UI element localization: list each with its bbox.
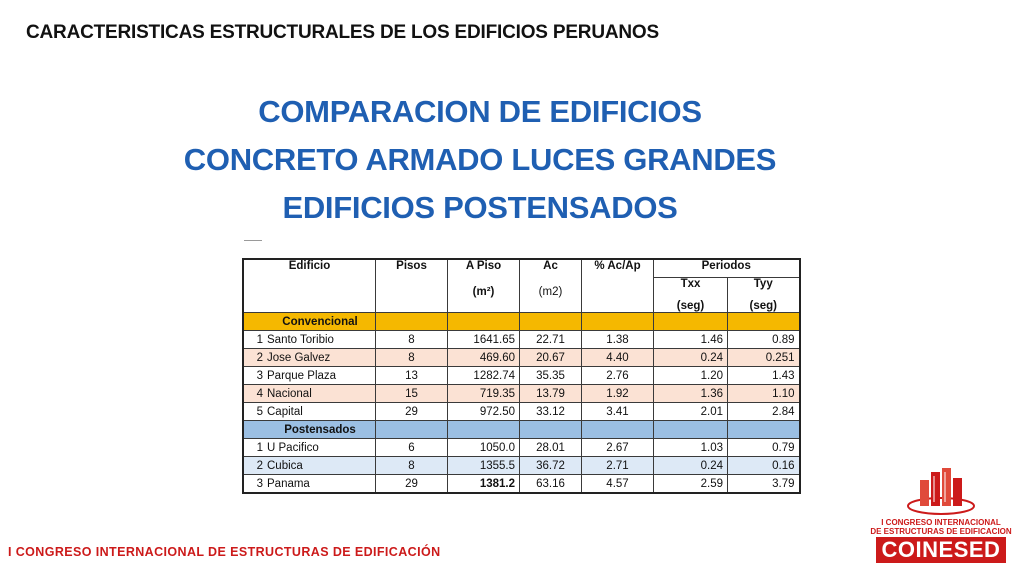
row-pct: 2.71 [582, 457, 654, 475]
logo-line-2: DE ESTRUCTURAS DE EDIFICACION [870, 527, 1012, 536]
col-header-txx: Txx [654, 278, 728, 296]
row-ac: 20.67 [520, 349, 582, 367]
row-index: 3 [243, 367, 265, 385]
row-index: 3 [243, 475, 265, 494]
table-row [243, 385, 800, 403]
row-pisos: 8 [376, 457, 448, 475]
table-row [243, 475, 800, 494]
row-index: 5 [243, 403, 265, 421]
logo-line-1: I CONGRESO INTERNACIONAL [881, 518, 1001, 527]
row-tyy: 0.16 [728, 457, 800, 475]
row-name: Nacional [265, 385, 376, 403]
row-txx: 0.24 [654, 457, 728, 475]
row-index: 1 [243, 439, 265, 457]
row-index: 2 [243, 457, 265, 475]
building-emblem-icon [906, 466, 976, 518]
row-apiso: 1381.2 [448, 475, 520, 494]
slide-header: CARACTERISTICAS ESTRUCTURALES DE LOS EDIFICIOS PERUANOS [26, 22, 659, 43]
section-label: Convencional [265, 313, 376, 331]
row-pct: 2.76 [582, 367, 654, 385]
tyy-unit: (seg) [728, 295, 800, 313]
row-ac: 33.12 [520, 403, 582, 421]
row-pct: 1.38 [582, 331, 654, 349]
ac-label: Ac [543, 260, 558, 272]
row-txx: 0.24 [654, 349, 728, 367]
col-header-ac [520, 259, 582, 313]
row-name: Capital [265, 403, 376, 421]
row-pct: 4.57 [582, 475, 654, 494]
main-title [150, 88, 810, 232]
row-txx: 1.36 [654, 385, 728, 403]
apiso-unit: (m²) [472, 286, 495, 298]
row-apiso: 1641.65 [448, 331, 520, 349]
row-ac: 35.35 [520, 367, 582, 385]
row-pisos: 29 [376, 475, 448, 494]
row-name: Cubica [265, 457, 376, 475]
section-label: Postensados [265, 421, 376, 439]
row-pisos: 8 [376, 349, 448, 367]
row-txx: 1.03 [654, 439, 728, 457]
row-name: Santo Toribio [265, 331, 376, 349]
footer-congress-name: I CONGRESO INTERNACIONAL DE ESTRUCTURAS DE EDIFICACIÓN [8, 545, 441, 559]
section-row-convencional [243, 313, 800, 331]
logo-name: COINESED [876, 537, 1006, 563]
title-line-2: CONCRETO ARMADO LUCES GRANDES [183, 142, 777, 177]
row-pct: 3.41 [582, 403, 654, 421]
row-tyy: 2.84 [728, 403, 800, 421]
row-txx: 1.46 [654, 331, 728, 349]
row-ac: 22.71 [520, 331, 582, 349]
row-ac: 36.72 [520, 457, 582, 475]
title-line-1: COMPARACION DE EDIFICIOS [258, 94, 702, 129]
row-index: 2 [243, 349, 265, 367]
row-index: 1 [243, 331, 265, 349]
row-apiso: 1050.0 [448, 439, 520, 457]
table-header-row [243, 259, 800, 278]
row-tyy: 0.79 [728, 439, 800, 457]
row-pct: 1.92 [582, 385, 654, 403]
comparison-table [242, 258, 801, 494]
col-header-pisos: Pisos [376, 259, 448, 313]
col-header-apiso [448, 259, 520, 313]
col-header-periodos: Periodos [654, 259, 800, 278]
row-name: Panama [265, 475, 376, 494]
row-pisos: 13 [376, 367, 448, 385]
table-row [243, 349, 800, 367]
col-header-edificio: Edificio [243, 259, 376, 313]
row-pisos: 8 [376, 331, 448, 349]
table-row [243, 367, 800, 385]
row-txx: 2.01 [654, 403, 728, 421]
col-header-pct: % Ac/Ap [582, 259, 654, 313]
row-apiso: 1355.5 [448, 457, 520, 475]
row-pct: 4.40 [582, 349, 654, 367]
section-row-postensados [243, 421, 800, 439]
row-index: 4 [243, 385, 265, 403]
row-apiso: 1282.74 [448, 367, 520, 385]
row-ac: 63.16 [520, 475, 582, 494]
row-txx: 2.59 [654, 475, 728, 494]
apiso-label: A Piso [465, 260, 502, 272]
row-pisos: 29 [376, 403, 448, 421]
row-name: U Pacifico [265, 439, 376, 457]
table-row [243, 439, 800, 457]
row-name: Jose Galvez [265, 349, 376, 367]
row-tyy: 3.79 [728, 475, 800, 494]
txx-unit: (seg) [654, 295, 728, 313]
row-tyy: 1.43 [728, 367, 800, 385]
row-txx: 1.20 [654, 367, 728, 385]
row-pct: 2.67 [582, 439, 654, 457]
row-apiso: 719.35 [448, 385, 520, 403]
table-row [243, 331, 800, 349]
row-ac: 13.79 [520, 385, 582, 403]
title-line-3: EDIFICIOS POSTENSADOS [282, 190, 678, 225]
table-row [243, 403, 800, 421]
row-name: Parque Plaza [265, 367, 376, 385]
row-apiso: 972.50 [448, 403, 520, 421]
row-pisos: 6 [376, 439, 448, 457]
ac-unit: (m2) [538, 286, 563, 298]
row-pisos: 15 [376, 385, 448, 403]
table-row [243, 457, 800, 475]
col-header-tyy: Tyy [728, 278, 800, 296]
row-apiso: 469.60 [448, 349, 520, 367]
coinesed-logo [868, 466, 1014, 566]
row-tyy: 0.251 [728, 349, 800, 367]
row-ac: 28.01 [520, 439, 582, 457]
row-tyy: 0.89 [728, 331, 800, 349]
decorative-dash [244, 240, 262, 241]
row-tyy: 1.10 [728, 385, 800, 403]
